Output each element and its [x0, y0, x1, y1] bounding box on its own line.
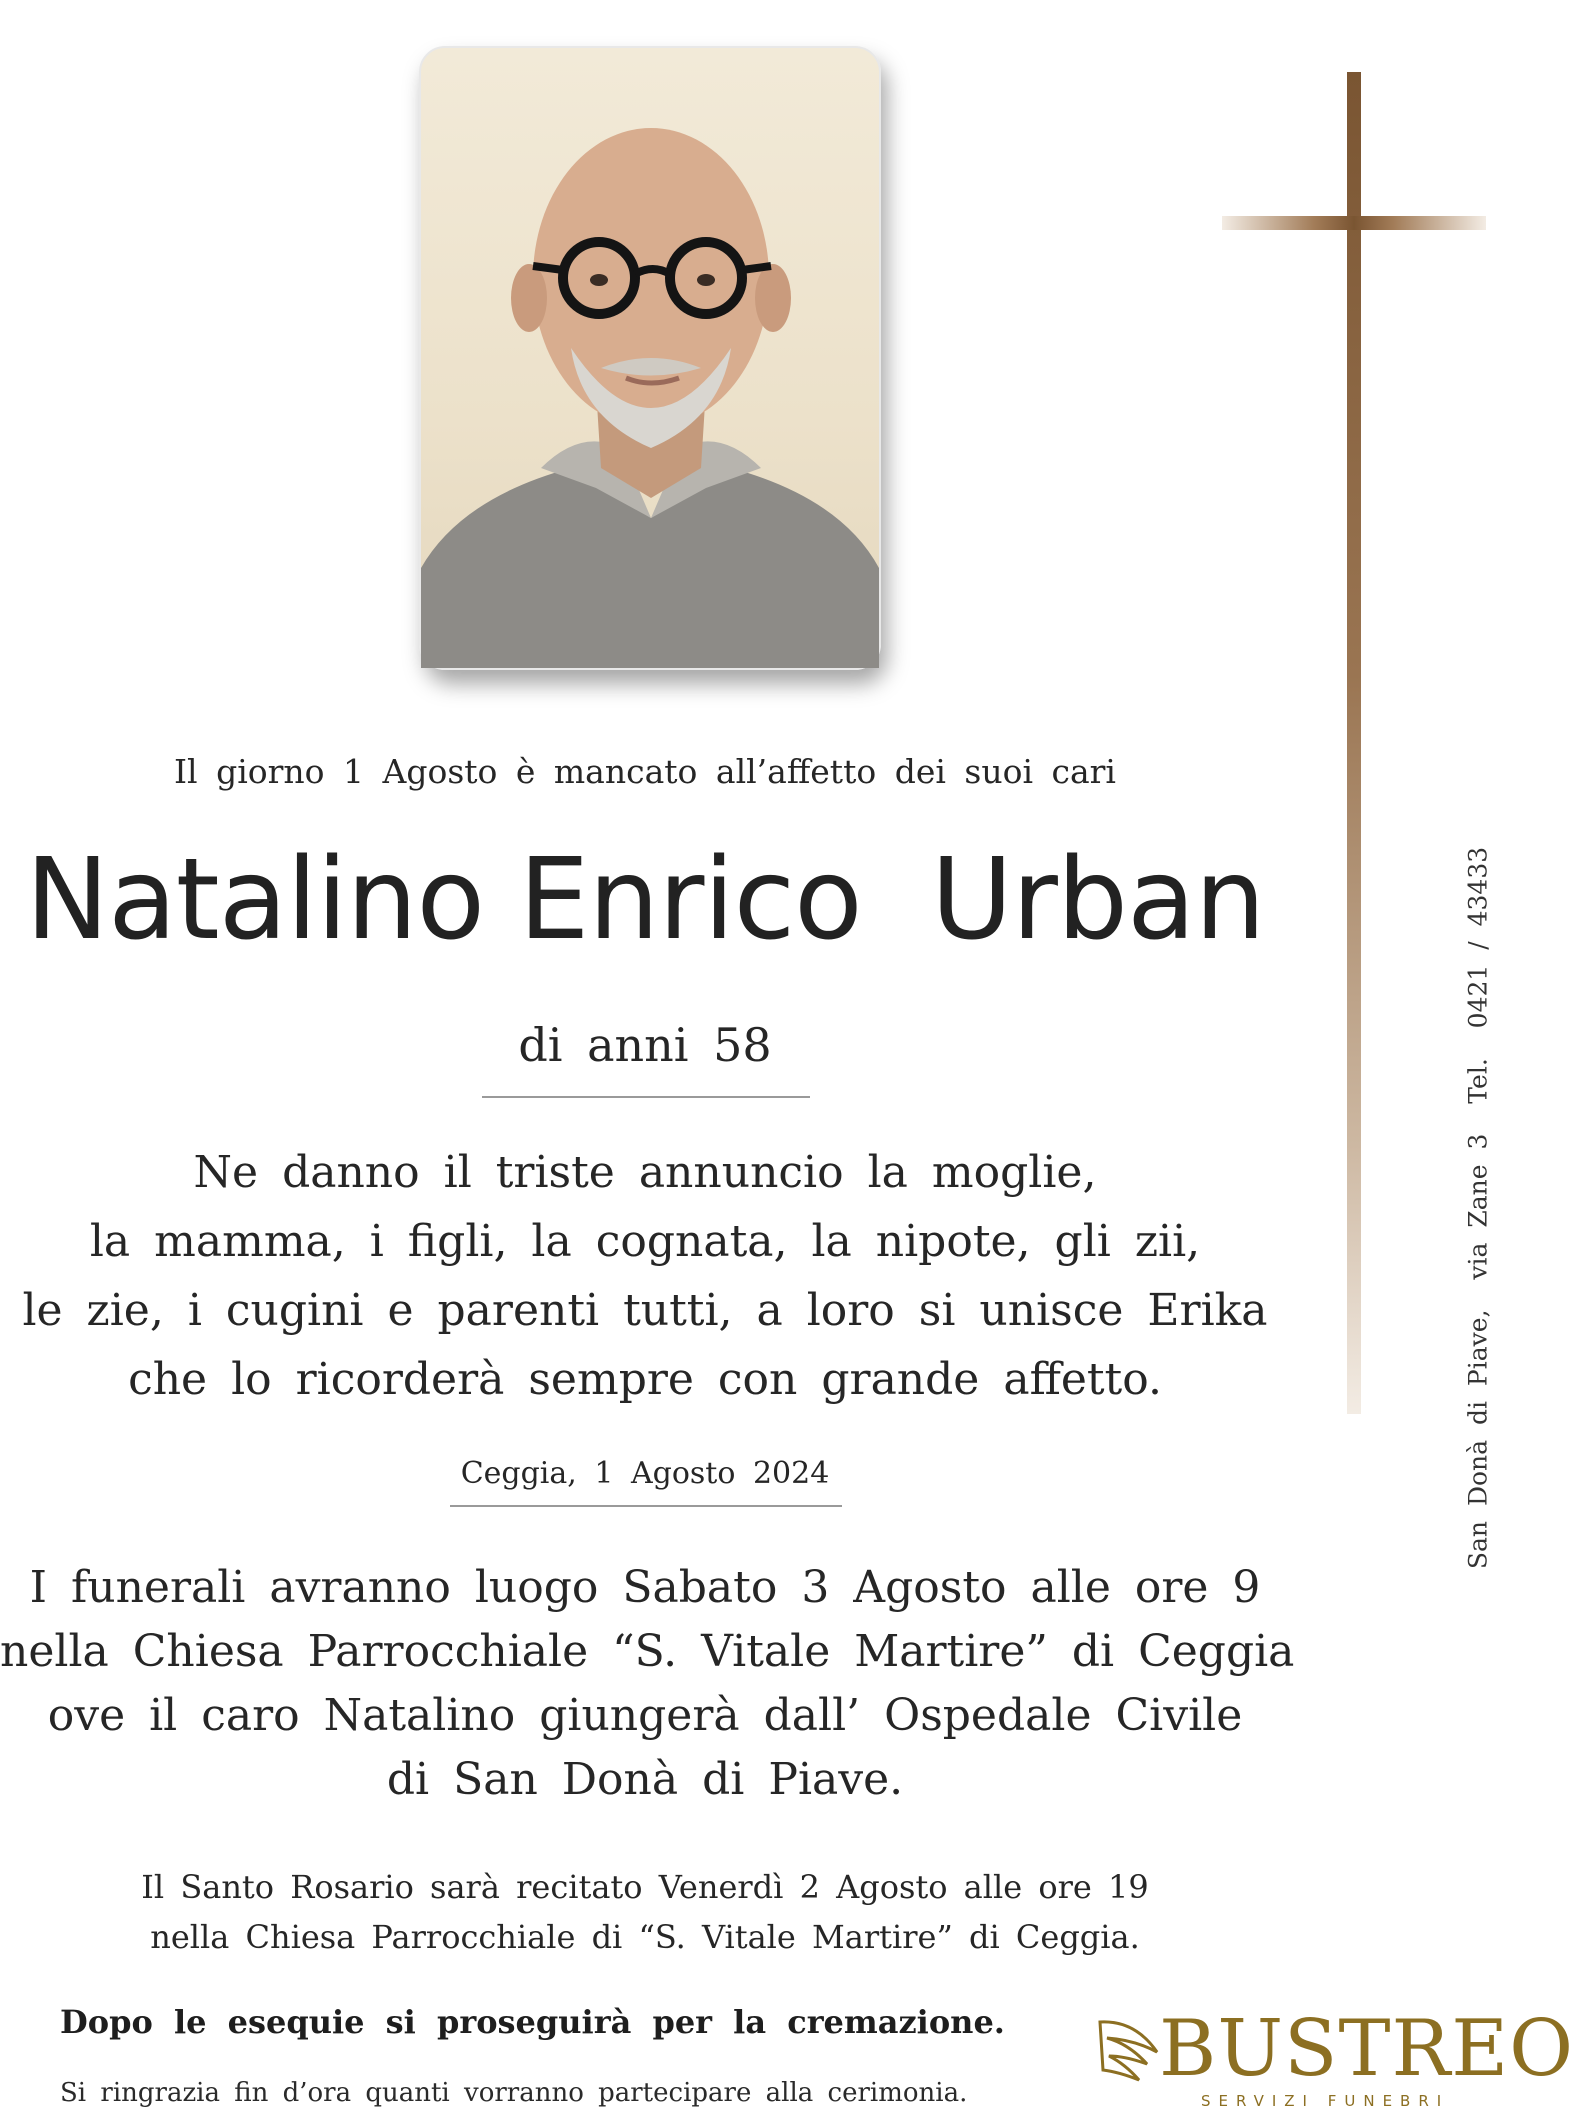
cross-vertical-bar [1347, 72, 1361, 1414]
announcement-line: le zie, i cugini e parenti tutti, a loro si unisce Erika [22, 1285, 1268, 1336]
announcement-line: che lo ricorderà sempre con grande affetto. [128, 1354, 1162, 1405]
thanks-note: Si ringrazia fin d’ora quanti vorranno partecipare alla cerimonia. [60, 2078, 968, 2108]
funeral-line: nella Chiesa Parrocchiale “S. Vitale Martire” di Ceggia [0, 1626, 1295, 1677]
rosary-line: nella Chiesa Parrocchiale di “S. Vitale Martire” di Ceggia. [150, 1918, 1140, 1956]
age-text: di anni 58 [518, 1018, 772, 1072]
intro-text: Il giorno 1 Agosto è mancato all’affetto dei suoi cari [174, 752, 1116, 791]
place-date: Ceggia, 1 Agosto 2024 [460, 1456, 830, 1491]
wing-icon [1095, 2012, 1165, 2092]
rosary-line: Il Santo Rosario sarà recitato Venerdì 2 Agosto alle ore 19 [141, 1868, 1149, 1906]
cross-horizontal-bar [1222, 216, 1486, 230]
portrait-photo [419, 46, 881, 670]
age-divider [482, 1096, 810, 1098]
logo-name: BUSTREO [1159, 2004, 1574, 2094]
funeral-line: di San Donà di Piave. [386, 1754, 904, 1805]
announcement-line: la mamma, i figli, la cognata, la nipote, gli zii, [89, 1216, 1201, 1267]
bustreo-logo [1095, 2004, 1574, 2118]
rosary-block [0, 1862, 1290, 1962]
funeral-line: I funerali avranno luogo Sabato 3 Agosto alle ore 9 [29, 1562, 1261, 1613]
deceased-name: Natalino Enrico Urban [25, 835, 1265, 965]
funeral-home-address: San Donà di Piave, via Zane 3 Tel. 0421 / 43433 [1463, 846, 1493, 1570]
cremation-note: Dopo le esequie si proseguirà per la cremazione. [60, 2003, 1005, 2041]
announcement-line: Ne danno il triste annuncio la moglie, [193, 1147, 1097, 1198]
logo-subtitle: SERVIZI FUNEBRI [1201, 2092, 1450, 2110]
announcement-block [0, 1138, 1290, 1414]
portrait-illustration [421, 48, 879, 668]
funeral-block [0, 1556, 1295, 1812]
funeral-line: ove il caro Natalino giungerà dall’ Ospedale Civile [47, 1690, 1243, 1741]
date-divider [450, 1505, 842, 1507]
